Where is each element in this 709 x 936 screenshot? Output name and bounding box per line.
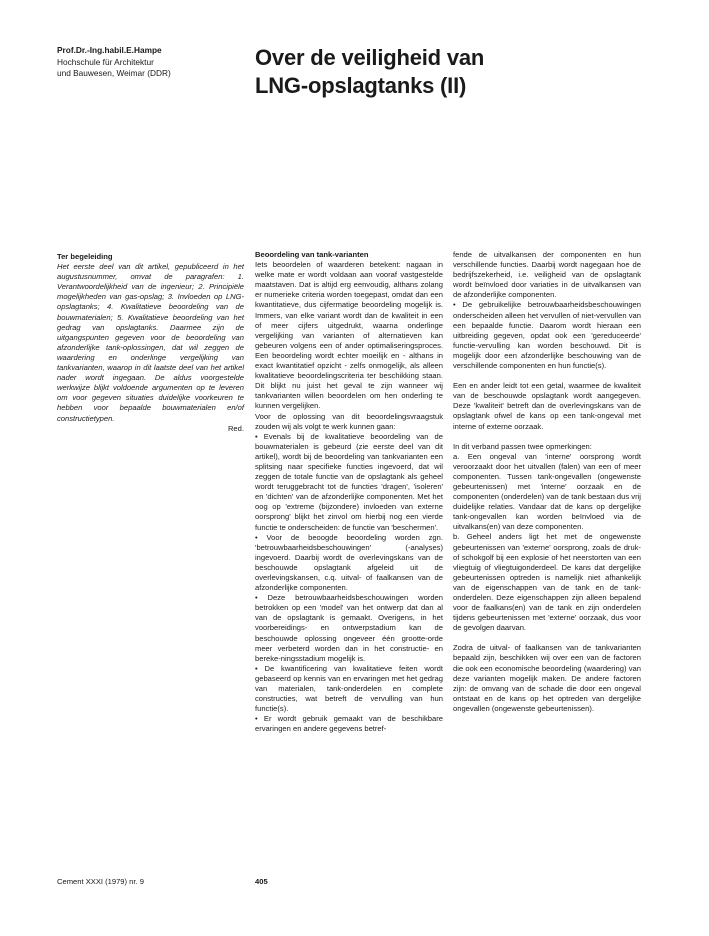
intro-heading: Ter begeleiding (57, 252, 113, 261)
author-block (57, 45, 171, 80)
body-column-3 (453, 250, 641, 714)
bullet-item: • Evenals bij de kwalitatieve beoordeling van de bouwmaterialen is gebeurd (zie eerste deel van dit artikel), wordt bij de beoordeling van tankvarianten een splitsing naar specifieke functies ingevoerd, dat wil zeggen de totale functie van de opslagtank als geheel wordt teruggebracht tot de functies 'dragen', 'isoleren' en 'dichten' van de afzonderlijke componenten. Met het oog op 'extreme (bijzondere) invloeden van externe oorsprong' blijkt het zinvol om hierbij nog een vierde functie te onderscheiden: de functie van 'beschermen'. (255, 431, 443, 532)
intro-signature: Red. (227, 423, 244, 433)
intro-body: Het eerste deel van dit artikel, gepubliceerd in het augustusnummer, omvat de paragrafen: 1. Verantwoordelijkheid van de ingenieur; 2. Principiële mogelijkheden van gas-opslag; 3. Invloeden op LNG-opslagtanks; 4. Kwalitatieve beoordeling van de bouwmaterialen; 5. Kwalitatieve beoordeling van het gedrag van opslagtanks. Daarmee zijn de uitgangspunten gegeven voor de beoordeling van afzonderlijke tank-oplossingen, dat wil zeggen de waardering en onderlinge vergelijking van tankvarianten, waarop in dit laatste deel van het artikel nader wordt ingegaan. De aldus voorgestelde werkwijze blijkt voldoende argumenten op te leveren om voor gegeven situaties duidelijke voorkeuren te hebben voor bepaalde bouwmaterialen en/of constructietypen. (57, 262, 244, 423)
page-number: 405 (255, 877, 268, 886)
author-affiliation-1: Hochschule für Architektur (57, 56, 154, 67)
bullet-item: • De kwantificering van kwalitatieve feiten wordt gebaseerd op kennis van en ervaringen met het gedrag van materialen, tank-onderdelen en complete constructies, wat betreft de vervulling van hun functie(s). (255, 663, 443, 714)
section-heading: Beoordeling van tank-varianten (255, 250, 369, 259)
author-affiliation-2: und Bauwesen, Weimar (DDR) (57, 68, 171, 78)
intro-column (57, 252, 244, 434)
paragraph: fende de uitvalkansen der componenten en hun verschillende functies. Daarbij wordt nagegaan hoe de bedrijfszekerheid, i.e. veiligheid van de opslagtank wordt beïnvloed door variaties in de uitvalkansen van de afzonderlijke componenten. (453, 250, 641, 300)
journal-reference: Cement XXXI (1979) nr. 9 (57, 877, 144, 886)
author-name: Prof.Dr.-Ing.habil.E.Hampe (57, 45, 162, 55)
paragraph: Voor de oplossing van dit beoordelingsvraagstuk zouden wij als volgt te werk kunnen gaan: (255, 411, 443, 431)
paragraph: In dit verband passen twee opmerkingen: (453, 441, 592, 451)
article-title (255, 44, 484, 99)
body-column-2 (255, 250, 443, 735)
bullet-item: • Er wordt gebruik gemaakt van de beschikbare ervaringen en andere gegevens betref- (255, 714, 443, 734)
bullet-item: • Deze betrouwbaarheidsbeschouwingen worden betrokken op een 'model' van het ontwerp dat dan al van de opslagtank is gemaakt. Overigens, in het voorbereidings- en ontwerpstadium kan de beschouwde oplossing ongeveer één grootte-orde meer verbeterd worden dan in het constructie- en bereke-ningsstadium mogelijk is. (255, 593, 443, 663)
remark-b: b. Geheel anders ligt het met de ongewenste gebeurtenissen van 'externe' oorsprong, zoals de druk- of schokgolf bij een explosie of het neerstorten van een vliegtuig of vliegtuigonderdeel. De kans dat dergelijke gebeurtenissen optreden is namelijk niet afhankelijk van de eigenschappen van de tank en de tank-onderdelen. Deze eigenschappen zijn alleen bepalend voor de faalkans(en) van de tank en zijn onderdelen tijdens gebeurtenissen met 'externe' oorzaak, dus voor de gevolgen daarvan. (453, 532, 641, 633)
title-line-1: Over de veiligheid van (255, 45, 485, 70)
bullet-item: • De gebruikelijke betrouwbaarheidsbeschouwingen onderscheiden alleen het vervullen of niet-vervullen van een bepaalde functie. Daarom wordt hieraan een uitbreiding gegeven, opdat ook een 'gereduceerde' functie-vervulling kan worden beschouwd. Dit is mogelijk door een afzonderlijke beschouwing van de verschillende componenten en hun functie(s). (453, 300, 641, 371)
paragraph: Iets beoordelen of waarderen betekent: nagaan in welke mate er wordt voldaan aan vooraf vastgestelde maatstaven. Dat is altijd erg eenvoudig, althans zolang er numerieke criteria worden toegepast, omdat dan een kwantitatieve, dus cijfermatige beoordeling mogelijk is. Immers, van elke variant wordt dan de kwaliteit in een of meer cijfers uitgedrukt, waarna onderlinge vergelijking van varianten of alternatieven kan gebeuren volgens een of ander optimaliseringsproces. Een beoordeling wordt echter moeilijk en - althans in exact kwantitatief opzicht - zelfs onmogelijk, als alleen kwalitatieve beoordelingscriteria ter beschikking staan. Dit blijkt nu juist het geval te zijn wanneer wij tankvarianten willen beoordelen om hen onderling te kunnen vergelijken. (255, 260, 443, 411)
paragraph: Een en ander leidt tot een getal, waarmee de kwaliteit van de beschouwde opslagtank wordt aangegeven. Deze 'kwaliteit' betreft dan de overlevingskans van de opslagtank ofwel de kans op een tank-ongeval met interne of externe oorzaak. (453, 381, 641, 431)
remark-a: a. Een ongeval van 'interne' oorsprong wordt veroorzaakt door het uitvallen (falen) van een of meer componenten. Tussen tank-ongevallen (ongewenste gebeurtenissen) met 'interne' oorzaak en de componenten (onderdelen) van de tank bestaan dus vrij duidelijke relaties. Vandaar dat de kans op dergelijke tank-ongevallen kan worden beïnvloed via de uitvalkans(en) van deze componenten. (453, 451, 641, 532)
bullet-item: • Voor de beoogde beoordeling worden zgn. 'betrouwbaarheidsbeschouwingen' (-analyses) ingevoerd. Daarbij wordt de overlevingskans van de beschouwde opslagtank afgeleid uit de overlevingskansen, c.q. uitval- of faalkansen van de afzonderlijke componenten. (255, 532, 443, 593)
title-line-2: LNG-opslagtanks (II) (255, 72, 467, 98)
paragraph: Zodra de uitval- of faalkansen van de tankvarianten bepaald zijn, beschikken wij over een van de factoren die ook een economische beoordeling (waardering) van deze varianten mogelijk maken. De andere factoren zijn: de omvang van de schade die door een ongeval ontstaat en de kans op het optreden van dergelijke ongevallen (ongewenste gebeurtenissen). (453, 643, 641, 713)
